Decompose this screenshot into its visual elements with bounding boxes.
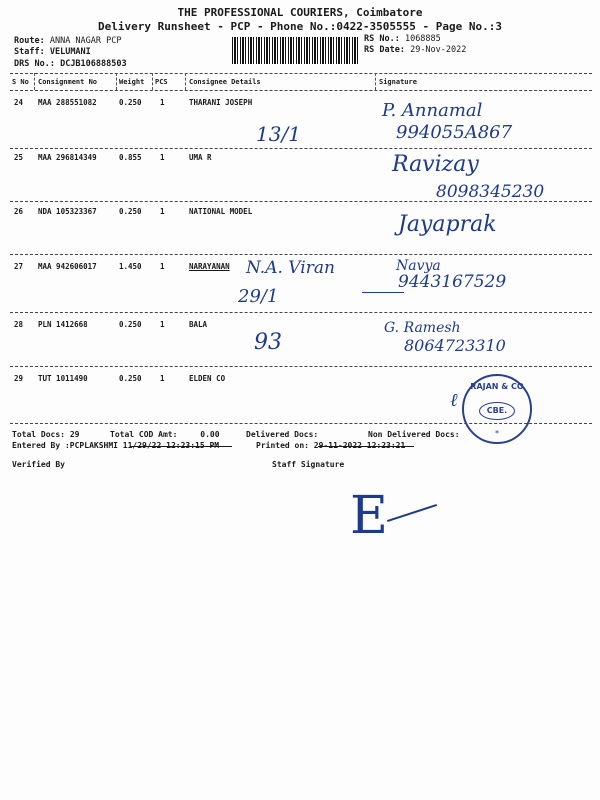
rs-no-label: RS No.:: [364, 34, 400, 44]
col-divider: [152, 73, 153, 90]
route-info: [14, 36, 122, 46]
total-docs-label: Total Docs:: [12, 430, 65, 439]
row-rule: [10, 148, 592, 149]
cell-sno: 27: [14, 262, 24, 271]
cell-consignment: MAA 942606017: [38, 262, 97, 271]
handwritten-signature: G. Ramesh: [384, 320, 461, 336]
route-label: Route:: [14, 36, 45, 46]
staff-signature-scribble: E: [350, 486, 388, 546]
handwritten-phone: 8064723310: [404, 336, 506, 355]
cell-weight: 0.250: [119, 207, 142, 216]
cell-sno: 29: [14, 374, 24, 383]
handwritten-note: 29/1: [238, 286, 279, 307]
cell-pcs: 1: [160, 262, 165, 271]
drs-label: DRS No.:: [14, 59, 55, 69]
col-divider: [185, 73, 186, 90]
cell-weight: 1.450: [119, 262, 142, 271]
handwritten-stroke: [362, 292, 404, 293]
cell-consignee: BALA: [189, 320, 208, 329]
barcode: [232, 37, 360, 64]
staff-label: Staff:: [14, 47, 45, 57]
col-divider: [116, 73, 117, 90]
handwritten-note: 93: [254, 330, 282, 355]
verified-by: Verified By: [12, 460, 65, 469]
cell-weight: 0.250: [119, 98, 142, 107]
drs-info: [14, 59, 127, 69]
col-header-sno: S No: [12, 78, 29, 86]
row-rule: [10, 312, 592, 313]
strike-line: [130, 446, 232, 447]
runsheet-subtitle: Delivery Runsheet - PCP - Phone No.:0422-3505555 - Page No.:3: [98, 20, 502, 33]
cell-pcs: 1: [160, 320, 165, 329]
rs-date-info: [364, 45, 466, 55]
row-rule: [10, 366, 592, 367]
stamp-middle-text: CBE.: [479, 402, 515, 420]
cell-consignment: NDA 105323367: [38, 207, 97, 216]
handwritten-signature: P. Annamal: [382, 100, 483, 121]
cell-sno: 24: [14, 98, 24, 107]
cell-sno: 28: [14, 320, 24, 329]
handwritten-phone: 8098345230: [436, 182, 545, 202]
stamp-top-text: RAJAN & CO: [470, 382, 524, 391]
cell-consignee: ELDEN CO: [189, 374, 226, 383]
table-top-rule: [10, 73, 592, 74]
cell-sno: 26: [14, 207, 24, 216]
rs-no-info: [364, 34, 441, 44]
cell-pcs: 1: [160, 153, 165, 162]
staff-value: VELUMANI: [49, 47, 91, 57]
signature-stroke: [387, 504, 437, 522]
handwritten-phone: 994055A867: [396, 122, 513, 143]
company-stamp: [462, 374, 532, 444]
col-divider: [34, 73, 35, 90]
drs-value: DCJB106888503: [60, 59, 127, 69]
col-divider: [375, 73, 376, 90]
cell-pcs: 1: [160, 374, 165, 383]
cell-consignee: NATIONAL MODEL: [189, 207, 253, 216]
handwritten-initials: ℓ: [450, 390, 458, 411]
total-cod-value: 0.00: [200, 430, 220, 439]
total-docs: [12, 430, 79, 439]
total-cod-label: Total COD Amt:: [110, 430, 178, 439]
staff-info: [14, 47, 91, 57]
handwritten-signature: Jayaprak: [398, 212, 497, 237]
cell-pcs: 1: [160, 207, 165, 216]
col-header-weight: Weight: [119, 78, 145, 86]
col-header-consignment: Consignment No: [38, 78, 98, 86]
cell-consignment: PLN 1412668: [38, 320, 88, 329]
entered-by: Entered By :PCPLAKSHMI 11/29/22 12:23:15 PM: [12, 441, 220, 450]
handwritten-signature: Navya: [396, 258, 441, 274]
rs-no-value: 1068885: [404, 34, 441, 44]
cell-sno: 25: [14, 153, 24, 162]
cell-consignee: NARAYANAN: [189, 262, 230, 271]
cell-weight: 0.250: [119, 374, 142, 383]
handwritten-note: N.A. Viran: [246, 258, 335, 278]
handwritten-note: 13/1: [256, 122, 301, 146]
header-bottom-rule: [10, 90, 592, 91]
col-header-signature: Signature: [379, 78, 417, 86]
cell-pcs: 1: [160, 98, 165, 107]
printed-on: Printed on: 29-11-2022 12:23:21: [256, 441, 406, 450]
handwritten-signature: Ravizay: [392, 152, 479, 177]
cell-consignment: MAA 296814349: [38, 153, 97, 162]
cell-weight: 0.250: [119, 320, 142, 329]
cell-consignee: UMA R: [189, 153, 212, 162]
rs-date-label: RS Date:: [364, 45, 405, 55]
total-docs-value: 29: [69, 430, 80, 439]
cell-consignment: MAA 288551082: [38, 98, 97, 107]
col-header-consignee: Consignee Details: [189, 78, 261, 86]
row-rule: [10, 254, 592, 255]
delivered-docs-label: Delivered Docs:: [246, 430, 319, 439]
cell-weight: 0.855: [119, 153, 142, 162]
cell-consignment: TUT 1011490: [38, 374, 88, 383]
strike-line: [318, 446, 414, 447]
handwritten-phone: 9443167529: [398, 272, 507, 292]
rs-date-value: 29-Nov-2022: [410, 45, 467, 55]
staff-signature-label: Staff Signature: [272, 460, 345, 469]
non-delivered-docs-label: Non Delivered Docs:: [368, 430, 460, 439]
route-value: ANNA NAGAR PCP: [49, 36, 122, 46]
company-title: THE PROFESSIONAL COURIERS, Coimbatore: [177, 6, 423, 19]
stamp-bottom-text: *: [495, 429, 499, 438]
total-cod: [110, 430, 220, 439]
cell-consignee: THARANI JOSEPH: [189, 98, 253, 107]
col-header-pcs: PCS: [155, 78, 168, 86]
